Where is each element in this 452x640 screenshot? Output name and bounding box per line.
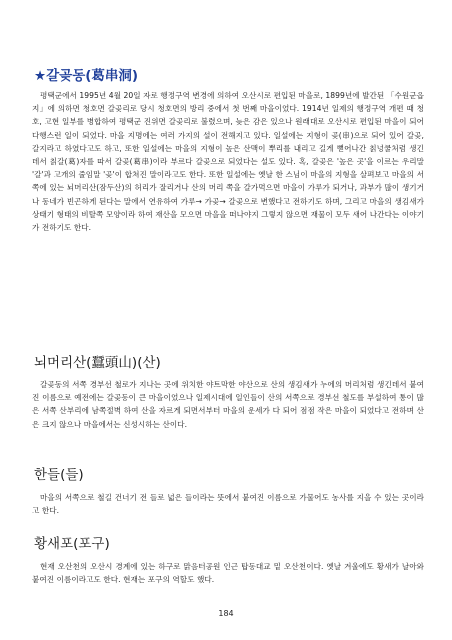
section-title: 갈곶동(葛串洞) — [46, 68, 139, 84]
section-body-galgot-dong: 평택군에서 1995년 4월 20일 자로 행정구역 변경에 의하여 오산시로 편입된 마을로, 1899년에 발간된 「수원군읍지」에 의하면 청호면 갈곶리로 당시 청호면의 방리 중에서 첫 번째 마을이었다. 1914년 일제의 행정구역 개편 때 청호, 고현 일부를 병합하여 평택군 진위면 갈곶리로 불렸으며, 늦은 감은 있으나 원래대로 오산시로 편입된 마을이 되어 다행스런 일이 되었다. 마을 지명에는 여러 가지의 설이 전해지고 있다. 일설에는 지형이 곶(串)으로 되어 있어 갈곶, 갈지라고 하였다고도 하고, 또한 일설에는 마을의 지형이 높은 산맥이 뿌리를 내리고 길게 뻗어나간 칡넝쿨처럼 생긴 데서 칡갈(葛)자를 따서 갈곶(葛串)이라 부르다 갈곶으로 되었다는 설도 있다. 혹, 갈곶은 '높은 곳'을 이르는 우리말 '갈'과 고개의 줄임말 '곶'이 합쳐진 말이라고도 한다. 또한 일설에는 옛날 한 스님이 마을의 지형을 살펴보고 마을의 서쪽에 있는 뇌머리산(잠두산)의 허리가 잘리거나 산의 머리 쪽을 갈가먹으면 마을이 가루가 되거나, 과부가 많이 생기거나 동네가 빈곤하게 된다는 말에서 연유하여 가루→ 가곶→ 갈곶으로 변했다고 전하기도 하며, 그리고 마을의 생김새가 상태기 형태의 비탈쪽 모양이라 하여 재산을 모으면 마을을 떠나야지 그렇지 않으면 재물이 모두 새어 나간다는 이야기가 전하기도 한다. — [32, 91, 424, 233]
section-body-noemeori-san: 갈곶동의 서쪽 경부선 철로가 지나는 곳에 위치한 야트막한 야산으로 산의 생김새가 누에의 머리처럼 생긴데서 붙여진 이름으로 예전에는 갈곶동이 큰 마을이었으나 일제시대에 일인들이 산의 서쪽으로 경부선 철도를 부설하여 통이 많은 서쪽 산부리에 남쪽절벽 하여 산을 자르게 되면서부터 마을의 운세가 다 되어 점점 작은 마을이 되었다고 전하며 산은 크지 않으나 마을에서는 신성시하는 산이다. — [32, 380, 424, 429]
page-number: 184 — [218, 609, 234, 618]
section-heading-galgot-dong — [34, 68, 138, 84]
section-heading-hwangsae-po: 황새포(포구) — [34, 536, 110, 552]
section-heading-handeul: 한들(들) — [34, 467, 84, 483]
section-heading-noemeori-san: 뇌머리산(蠶頭山)(산) — [34, 355, 161, 371]
section-body-handeul: 마을의 서쪽으로 철길 건너기 전 들로 넓은 들이라는 뜻에서 붙여진 이름으로 가물어도 농사를 지을 수 있는 곳이라고 한다. — [32, 493, 424, 516]
star-icon: ★ — [34, 68, 47, 84]
section-body-hwangsae-po: 현재 오산천의 오산시 경계에 있는 하구로 맑음터공원 인근 탑동대교 밑 오산천이다. 옛날 겨울에도 황새가 날아와 붙여진 이름이라고도 한다. 현재는 포구의 역할도 했다. — [32, 562, 424, 585]
